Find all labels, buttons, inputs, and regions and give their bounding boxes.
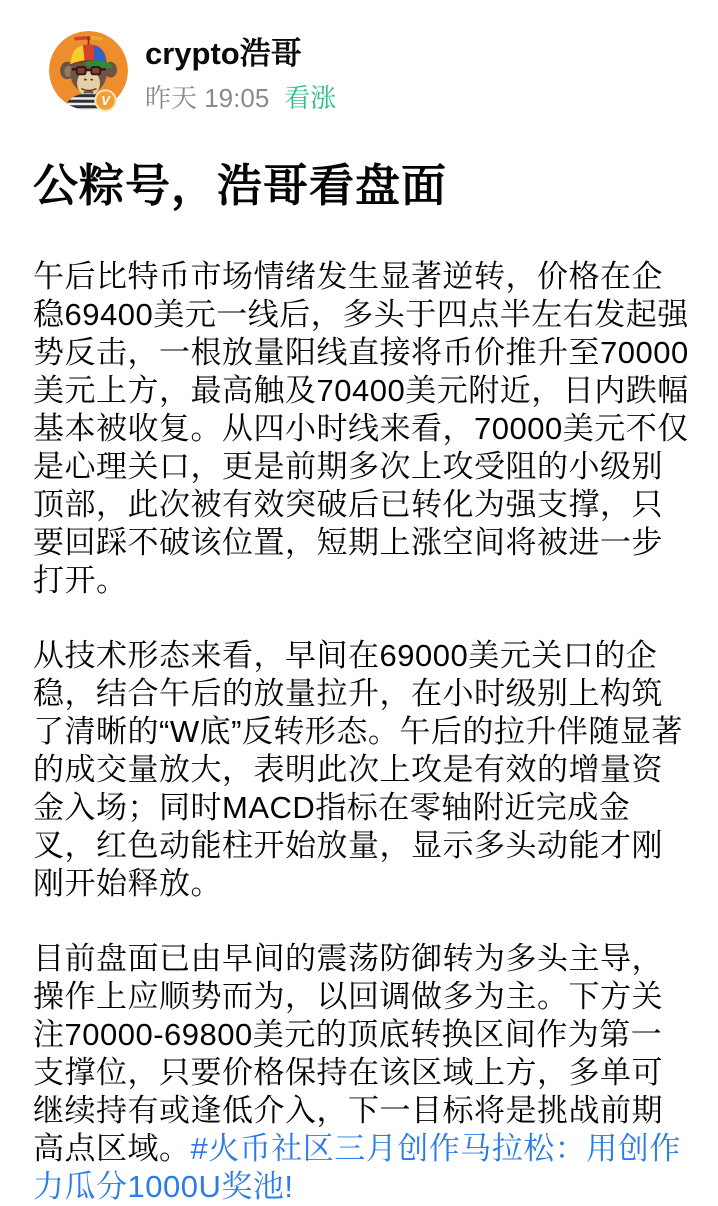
hashtag-link[interactable]: #火币社区三月创作马拉松：用创作力瓜分1000U奖池! <box>33 1131 681 1204</box>
sentiment-tag: 看涨 <box>284 83 337 113</box>
post-meta <box>145 84 336 112</box>
paragraph-3-text: 目前盘面已由早间的震荡防御转为多头主导，操作上应顺势而为，以回调做多为主。下方关注70000-69800美元的顶底转换区间作为第一支撑位，只要价格保持在该区域上方，多单可继续持有或逢低介入，下一目标将是挑战前期高点区域。 <box>33 941 663 1166</box>
verified-badge-icon <box>94 89 117 112</box>
post-content <box>33 158 690 1206</box>
paragraph-2: 从技术形态来看，早间在69000美元关口的企稳，结合午后的放量拉升，在小时级别上构筑了清晰的“W底”反转形态。午后的拉升伴随显著的成交量放大，表明此次上攻是有效的增量资金入场；同时MACD指标在零轴附近完成金叉，红色动能柱开始放量，显示多头动能才刚刚开始释放。 <box>33 638 683 901</box>
paragraph-1: 午后比特币市场情绪发生显著逆转，价格在企稳69400美元一线后，多头于四点半左右发起强势反击，一根放量阳线直接将币价推升至70000美元上方，最高触及70400美元附近，日内跌幅基本被收复。从四小时线来看，70000美元不仅是心理关口，更是前期多次上攻受阻的小级别顶部，此次被有效突破后已转化为强支撑，只要回踩不破该位置，短期上涨空间将被进一步打开。 <box>33 259 689 598</box>
post-header <box>49 31 336 112</box>
paragraph-3 <box>33 940 690 1206</box>
user-info <box>145 31 336 112</box>
user-avatar[interactable] <box>49 31 128 110</box>
post-title: 公粽号，浩哥看盘面 <box>33 160 448 211</box>
badge-letter: V <box>101 93 110 109</box>
username[interactable]: crypto浩哥 <box>145 36 302 71</box>
timestamp: 昨天 19:05 <box>145 83 270 113</box>
